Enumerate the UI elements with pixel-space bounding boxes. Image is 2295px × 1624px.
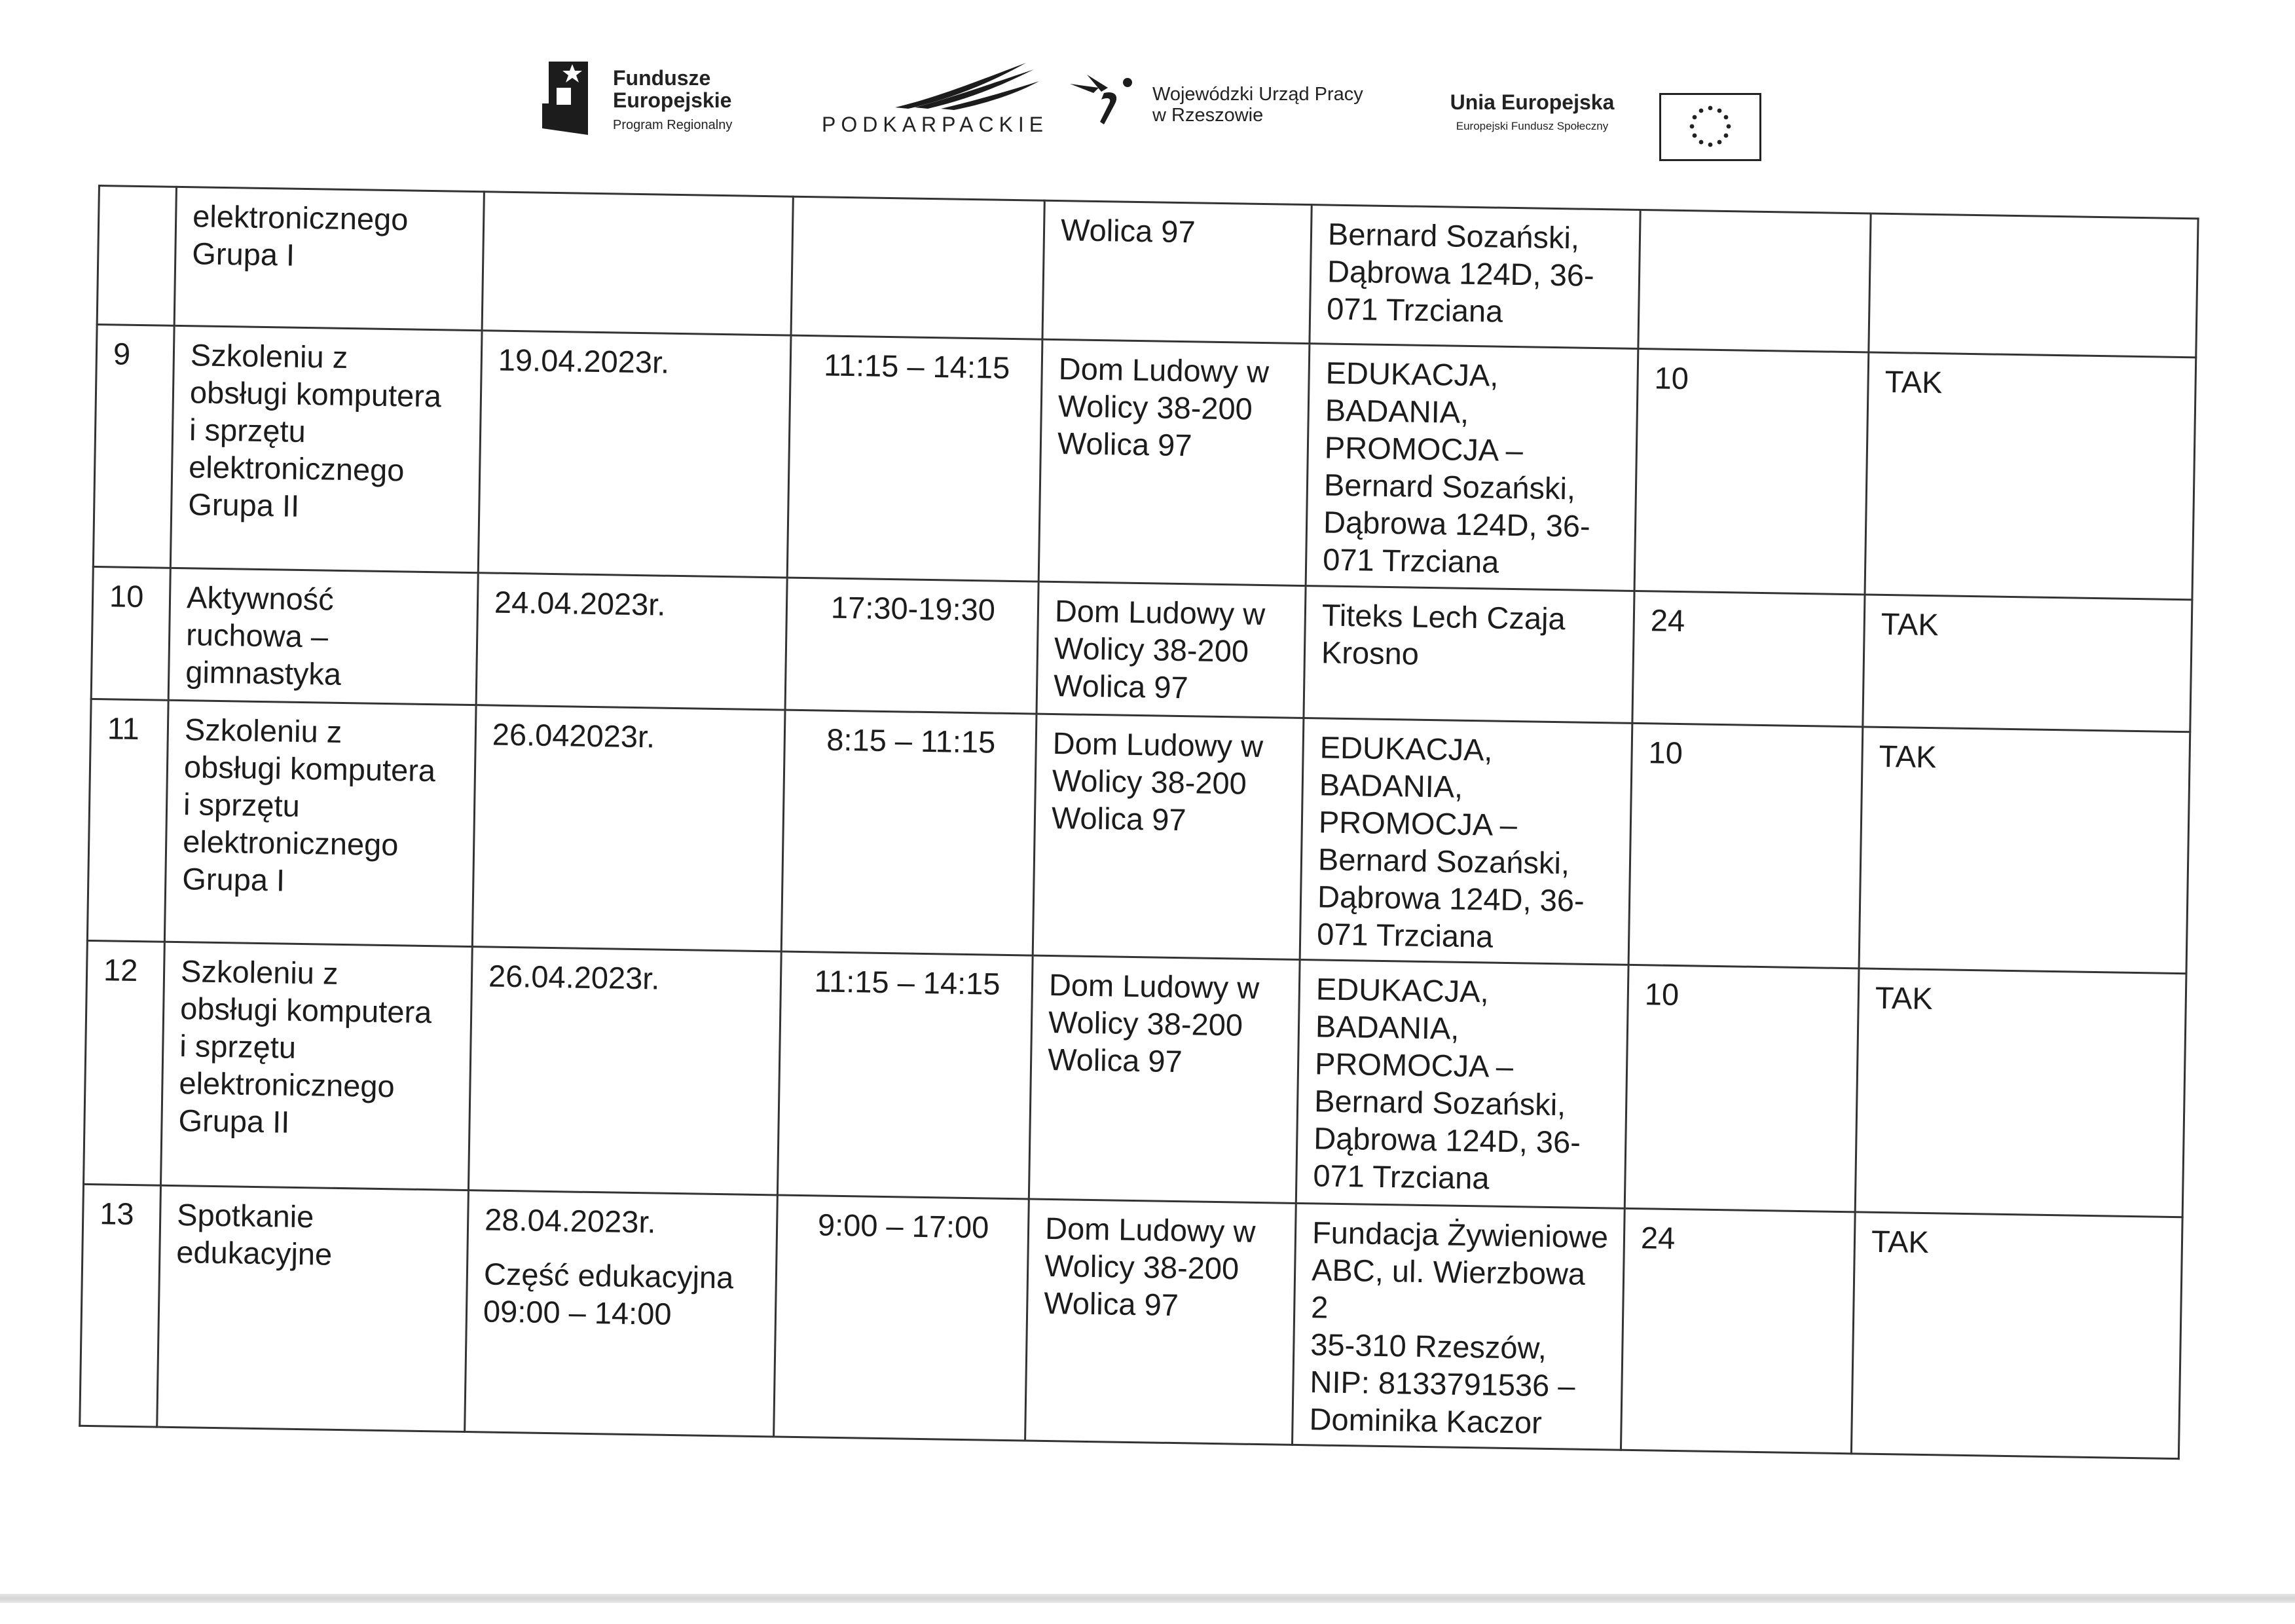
activity-date-cell (476, 573, 787, 710)
activity-place-line: Wolica 97 (1047, 1041, 1183, 1079)
activity-name-cell (161, 942, 473, 1190)
activity-provider-line: Dominika Kaczor (1309, 1401, 1543, 1440)
podkarpackie-text: PODKARPACKIE (822, 113, 1049, 136)
wup-line-1: Wojewódzki Urząd Pracy (1152, 84, 1363, 105)
activity-provider-line: 071 Trzciana (1322, 542, 1499, 580)
confirmation-flag: TAK (1875, 980, 1934, 1016)
activity-provider-line: Bernard Sozański, (1327, 216, 1580, 255)
activity-place-line: Wolicy 38-200 (1044, 1247, 1239, 1286)
activity-provider-line: BADANIA, (1319, 767, 1463, 804)
activity-provider-line: Fundacja Żywieniowe (1312, 1215, 1609, 1255)
row-number-cell (84, 940, 165, 1185)
activity-provider-line: Dąbrowa 124D, 36- (1313, 1120, 1581, 1160)
activity-name-line: elektronicznego (182, 824, 399, 862)
row-number: 10 (109, 578, 144, 614)
activity-name-line: Grupa I (181, 861, 285, 898)
activity-hours-line: 11:15 – 14:15 (823, 347, 1010, 385)
activity-name-line: elektronicznego (192, 198, 409, 237)
activity-provider-line: BADANIA, (1325, 392, 1469, 430)
confirmation-flag-cell (1855, 969, 2186, 1217)
confirmation-flag-cell (1859, 727, 2190, 974)
activity-provider-line: Dąbrowa 124D, 36- (1317, 879, 1585, 918)
activity-name-line: Grupa I (191, 236, 295, 272)
activity-provider-line: BADANIA, (1315, 1008, 1460, 1046)
activity-name-line: i sprzętu (179, 1028, 297, 1065)
participant-count: 10 (1654, 360, 1689, 396)
activity-hours-cell (787, 335, 1042, 581)
activity-name-cell (174, 187, 484, 330)
activity-name-cell (168, 568, 478, 705)
activity-provider-line: Dąbrowa 124D, 36- (1323, 504, 1591, 544)
confirmation-flag-cell (1851, 1212, 2182, 1459)
activity-provider-line: PROMOCJA – (1318, 804, 1518, 843)
activity-hours-cell (785, 578, 1038, 714)
activity-name-line: i sprzętu (189, 412, 306, 449)
activity-place-cell (1029, 955, 1300, 1203)
wup-line-2: w Rzeszowie (1152, 105, 1264, 126)
activity-provider-line: Dąbrowa 124D, 36- (1327, 253, 1595, 293)
row-number-cell (93, 324, 174, 568)
activity-place-line: Wolicy 38-200 (1054, 631, 1249, 669)
confirmation-flag: TAK (1871, 1223, 1930, 1260)
confirmation-flag-cell (1865, 352, 2196, 600)
activity-provider-line: ABC, ul. Wierzbowa 2 (1310, 1252, 1586, 1325)
activity-date-cell (482, 192, 793, 335)
activity-provider-line: EDUKACJA, (1325, 355, 1499, 393)
activity-date-cell (468, 947, 781, 1195)
activity-hours-line: 11:15 – 14:15 (814, 963, 1001, 1001)
table-row (87, 699, 2190, 973)
activity-provider-cell (1310, 205, 1640, 349)
activity-hours-line: 17:30-19:30 (830, 589, 996, 627)
activity-hours-line: 9:00 – 17:00 (817, 1207, 989, 1245)
confirmation-flag: TAK (1881, 606, 1939, 642)
activity-name-line: elektronicznego (179, 1065, 395, 1104)
activity-place-line: Wolica 97 (1060, 212, 1196, 249)
row-number-cell (91, 566, 170, 700)
ue-line-2: Europejski Fundusz Społeczny (1456, 120, 1609, 132)
activity-provider-line: NIP: 8133791536 – (1310, 1364, 1575, 1403)
activity-place-line: Wolica 97 (1051, 800, 1186, 838)
activity-place-line: Dom Ludowy w (1048, 967, 1260, 1006)
activity-provider-cell (1300, 718, 1632, 965)
activity-name-line: ruchowa – (185, 617, 329, 654)
activity-date-line: 26.042023r. (492, 716, 655, 754)
confirmation-flag-cell (1863, 595, 2192, 732)
activity-provider-line: Titeks Lech Czaja (1321, 597, 1566, 637)
activity-date-line: Część edukacyjna (483, 1256, 734, 1295)
activity-name-line: Szkoleniu z (180, 953, 339, 991)
activity-provider-line: 35-310 Rzeszów, (1310, 1327, 1547, 1365)
activity-provider-line: 071 Trzciana (1313, 1158, 1490, 1196)
participant-count-cell (1625, 965, 1859, 1211)
schedule-table-body (80, 186, 2198, 1459)
participant-count: 10 (1648, 735, 1683, 771)
activity-name-line: elektronicznego (188, 449, 405, 488)
activity-provider-cell (1306, 344, 1638, 591)
participant-count: 24 (1640, 1220, 1676, 1256)
row-number: 11 (107, 710, 140, 747)
activity-date-cell (465, 1190, 778, 1437)
activity-date-line: 28.04.2023r. (484, 1202, 656, 1240)
fundusze-line-2: Europejskie (613, 88, 732, 112)
activity-provider-line: 071 Trzciana (1326, 291, 1503, 329)
activity-place-cell (1037, 581, 1306, 718)
activity-place-line: Wolica 97 (1053, 668, 1189, 705)
scan-edge-shadow (0, 1594, 2295, 1603)
activity-provider-line: EDUKACJA, (1315, 971, 1490, 1009)
activity-place-cell (1038, 339, 1310, 585)
activity-place-cell (1025, 1199, 1296, 1445)
activity-name-line: gimnastyka (185, 654, 342, 692)
activity-name-cell (170, 325, 482, 572)
row-number-cell (87, 699, 168, 942)
activity-provider-line: Krosno (1321, 635, 1420, 671)
schedule-table (79, 185, 2199, 1460)
activity-name-line: Grupa II (187, 487, 300, 523)
activity-provider-line: PROMOCJA – (1314, 1046, 1514, 1084)
row-number: 9 (113, 336, 131, 371)
ue-line-1: Unia Europejska (1450, 90, 1615, 114)
activity-name-line: Aktywność (186, 580, 335, 617)
confirmation-flag: TAK (1879, 738, 1937, 775)
table-row (93, 324, 2195, 599)
row-number-cell (97, 186, 176, 326)
activity-place-line: Dom Ludowy w (1054, 593, 1266, 632)
activity-date-line: 24.04.2023r. (494, 584, 666, 622)
activity-hours-cell (791, 196, 1044, 339)
activity-date-line: 09:00 – 14:00 (483, 1293, 672, 1331)
table-row (84, 940, 2186, 1217)
participant-count-cell (1621, 1208, 1855, 1453)
activity-hours-cell (774, 1195, 1029, 1441)
activity-provider-line: 071 Trzciana (1316, 916, 1494, 954)
activity-hours-line: 8:15 – 11:15 (826, 722, 996, 760)
activity-place-line: Wolicy 38-200 (1048, 1004, 1243, 1043)
fundusze-line-3: Program Regionalny (613, 118, 733, 132)
activity-hours-cell (781, 710, 1037, 955)
activity-place-line: Wolica 97 (1057, 426, 1192, 463)
activity-name-cell (157, 1185, 469, 1431)
participant-count: 10 (1644, 976, 1680, 1012)
table-row (80, 1184, 2182, 1458)
activity-provider-line: Bernard Sozański, (1313, 1083, 1566, 1122)
activity-name-line: obsługi komputera (189, 375, 442, 414)
activity-name-line: Szkoleniu z (184, 712, 342, 749)
fundusze-line-1: Fundusze (613, 66, 711, 90)
activity-provider-cell (1304, 586, 1634, 724)
participant-count: 24 (1650, 602, 1685, 638)
row-number: 13 (99, 1196, 135, 1232)
activity-name-line: edukacyjne (176, 1234, 333, 1272)
activity-provider-line: Bernard Sozański, (1323, 467, 1576, 506)
activity-provider-cell (1296, 959, 1628, 1208)
confirmation-flag-cell (1869, 213, 2198, 358)
activity-date-cell (478, 331, 791, 578)
activity-place-line: Wolicy 38-200 (1052, 762, 1247, 801)
activity-place-line: Wolicy 38-200 (1057, 388, 1253, 426)
participant-count-cell (1634, 348, 1869, 594)
activity-place-line: Dom Ludowy w (1052, 726, 1264, 764)
participant-count-cell (1632, 591, 1865, 727)
row-number-cell (80, 1184, 161, 1427)
activity-hours-cell (777, 951, 1033, 1199)
row-number: 12 (103, 952, 138, 988)
confirmation-flag: TAK (1884, 363, 1943, 400)
activity-date-line: 19.04.2023r. (498, 342, 670, 380)
activity-name-line: Grupa II (178, 1103, 290, 1139)
activity-place-line: Dom Ludowy w (1058, 351, 1270, 390)
activity-place-cell (1042, 200, 1312, 343)
activity-name-line: Szkoleniu z (190, 337, 348, 375)
activity-provider-line: EDUKACJA, (1319, 729, 1493, 767)
activity-name-line: obsługi komputera (179, 991, 432, 1030)
activity-provider-line: PROMOCJA – (1324, 430, 1524, 468)
activity-provider-line: Bernard Sozański, (1317, 841, 1570, 881)
activity-name-line: obsługi komputera (183, 749, 436, 788)
activity-provider-cell (1292, 1203, 1625, 1450)
activity-name-line: Spotkanie (176, 1197, 314, 1234)
activity-name-line: i sprzętu (183, 786, 301, 823)
participant-count-cell (1638, 210, 1871, 352)
activity-place-line: Wolica 97 (1043, 1285, 1179, 1323)
activity-place-cell (1033, 714, 1304, 959)
activity-date-line: 26.04.2023r. (488, 958, 660, 996)
participant-count-cell (1628, 723, 1863, 968)
activity-place-line: Dom Ludowy w (1044, 1210, 1256, 1249)
activity-name-cell (164, 700, 476, 946)
activity-date-cell (472, 705, 785, 951)
